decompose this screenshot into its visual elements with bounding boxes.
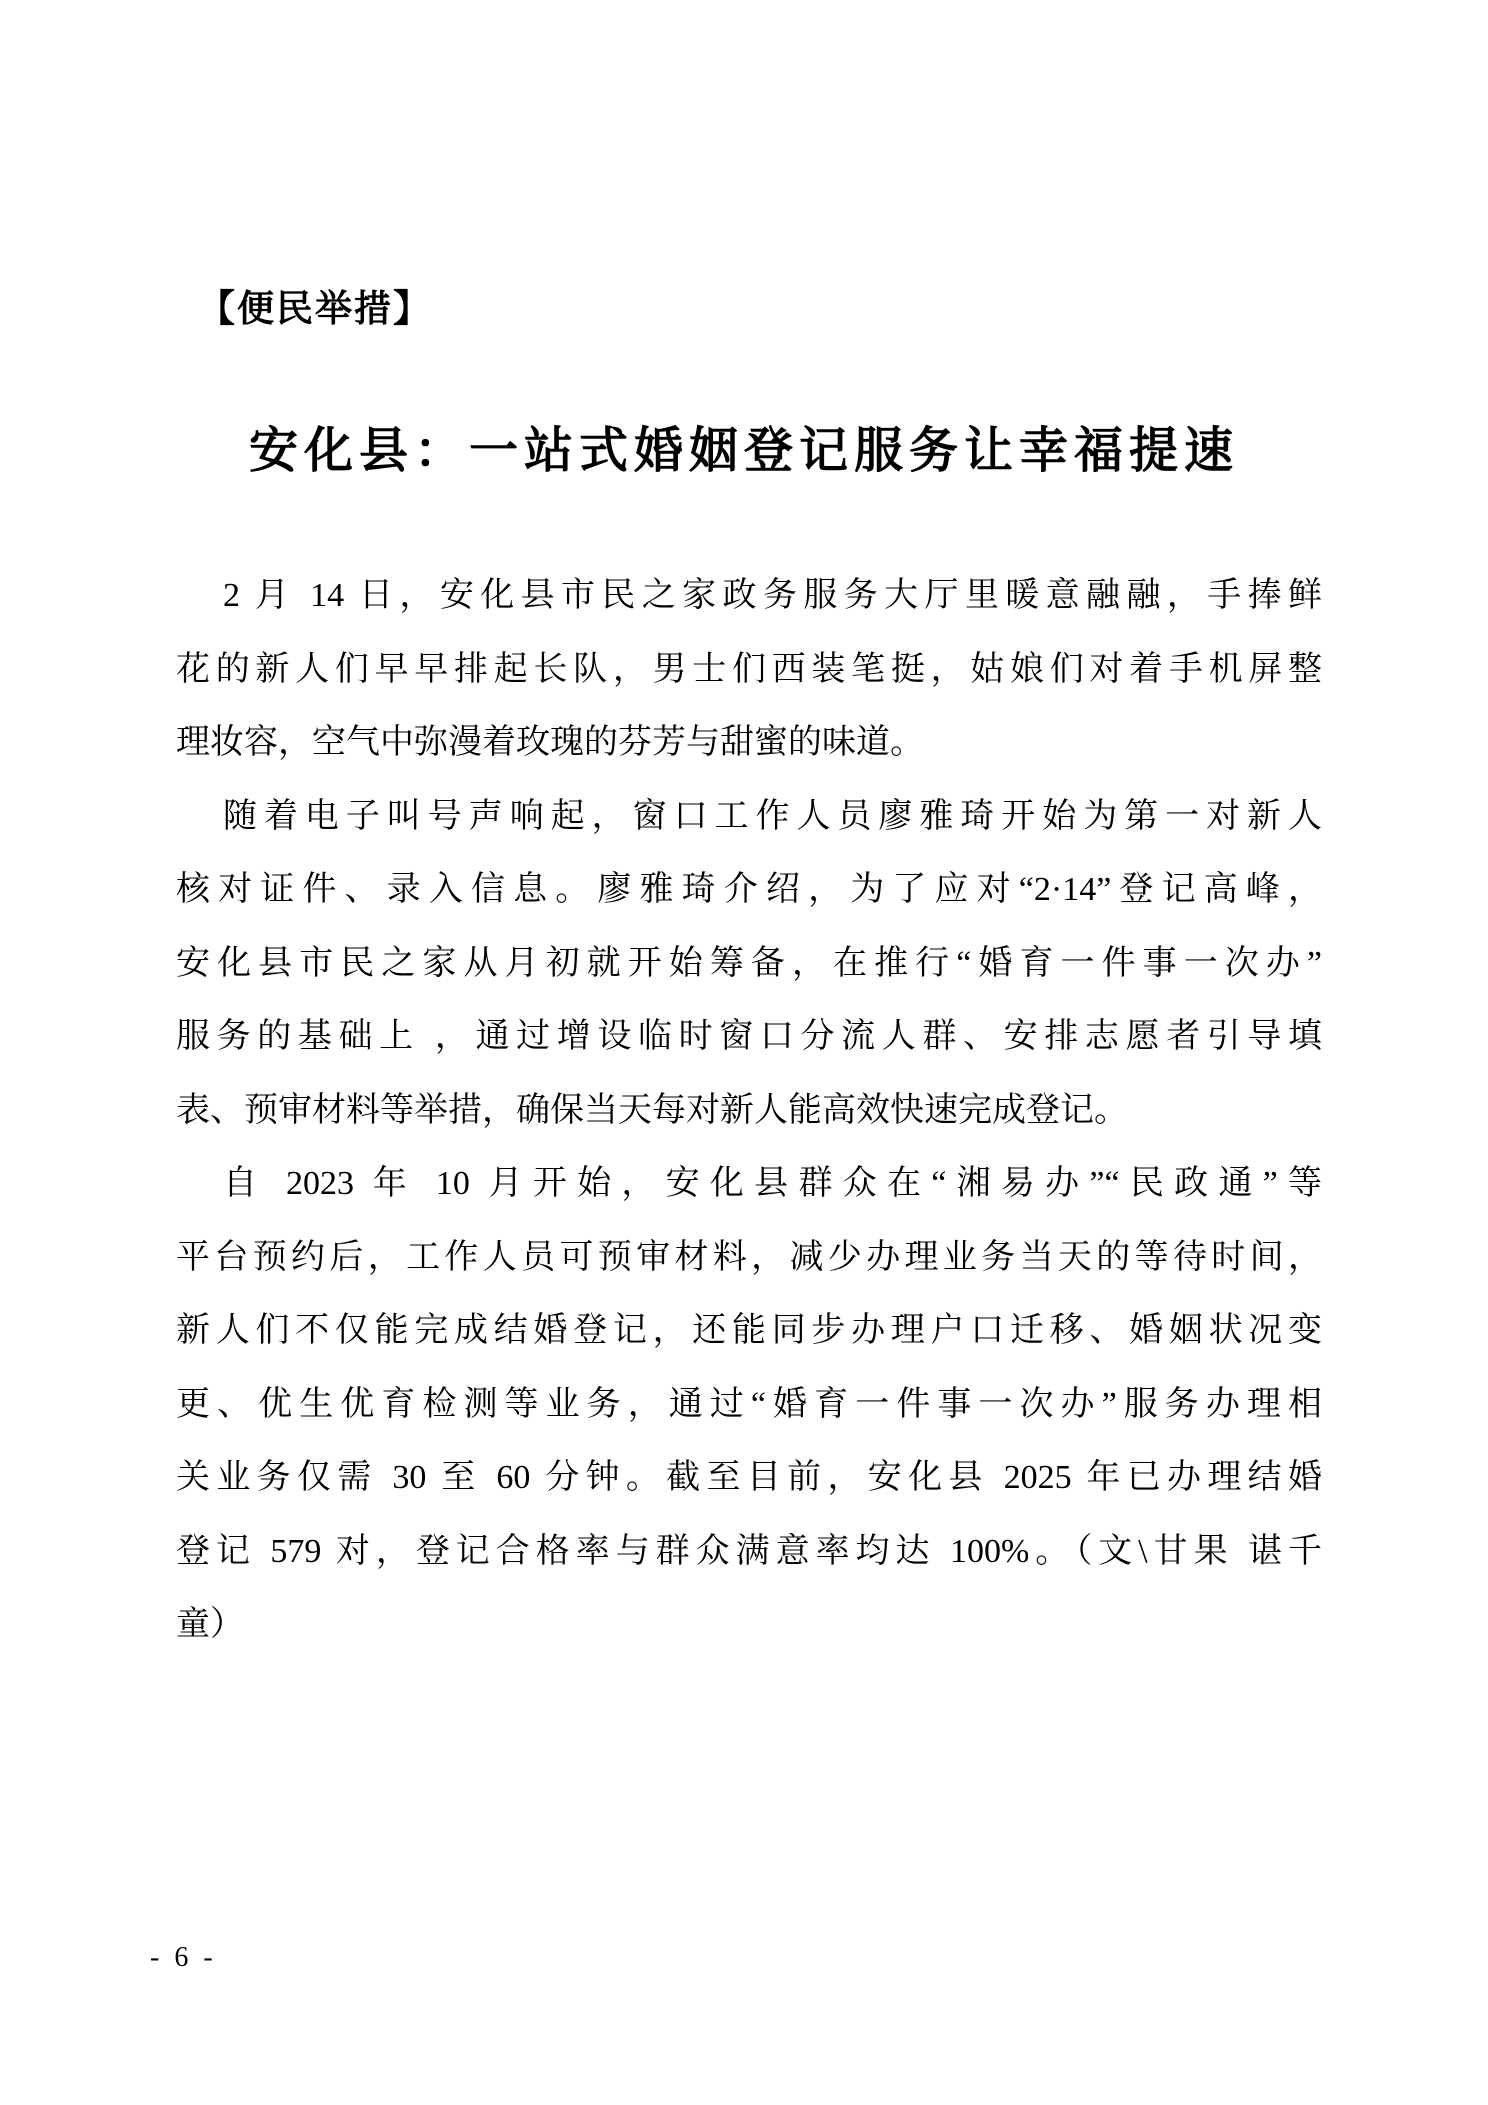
section-header: 【便民举措】 <box>198 288 432 329</box>
body-line: 自 2023 年 10 月开始，安化县群众在“湘易办”“民政通”等 <box>223 1165 1322 1202</box>
body-line: 核对证件、录入信息。廖雅琦介绍，为了应对“2·14”登记高峰， <box>176 871 1322 908</box>
body-line: 随着电子叫号声响起，窗口工作人员廖雅琦开始为第一对新人 <box>223 797 1322 835</box>
body-line: 关业务仅需 30 至 60 分钟。截至目前，安化县 2025 年已办理结婚 <box>176 1459 1322 1496</box>
body-line: 新人们不仅能完成结婚登记，还能同步办理户口迁移、婚姻状况变 <box>176 1312 1322 1349</box>
body-line: 平台预约后，工作人员可预审材料，减少办理业务当天的等待时间， <box>176 1238 1322 1276</box>
body-line: 童） <box>176 1606 244 1643</box>
page-number: - 6 - <box>150 1942 217 1973</box>
document-body <box>176 559 1322 1662</box>
body-line: 表、预审材料等举措，确保当天每对新人能高效快速完成登记。 <box>176 1091 1128 1129</box>
body-line: 更、优生优育检测等业务，通过“婚育一件事一次办”服务办理相 <box>176 1385 1322 1423</box>
body-line: 服务的基础上 ，通过增设临时窗口分流人群、安排志愿者引导填 <box>176 1018 1322 1055</box>
document-title: 安化县：一站式婚姻登记服务让幸福提速 <box>248 423 1239 478</box>
body-line: 理妆容，空气中弥漫着玫瑰的芬芳与甜蜜的味道。 <box>176 724 924 761</box>
body-line: 登记 579 对，登记合格率与群众满意率均达 100%。（文\甘果 谌千 <box>176 1532 1322 1570</box>
body-line: 2 月 14 日，安化县市民之家政务服务大厅里暖意融融，手捧鲜 <box>223 577 1322 614</box>
body-line: 安化县市民之家从月初就开始筹备，在推行“婚育一件事一次办” <box>176 944 1322 982</box>
body-line: 花的新人们早早排起长队，男士们西装笔挺，姑娘们对着手机屏整 <box>176 650 1322 688</box>
